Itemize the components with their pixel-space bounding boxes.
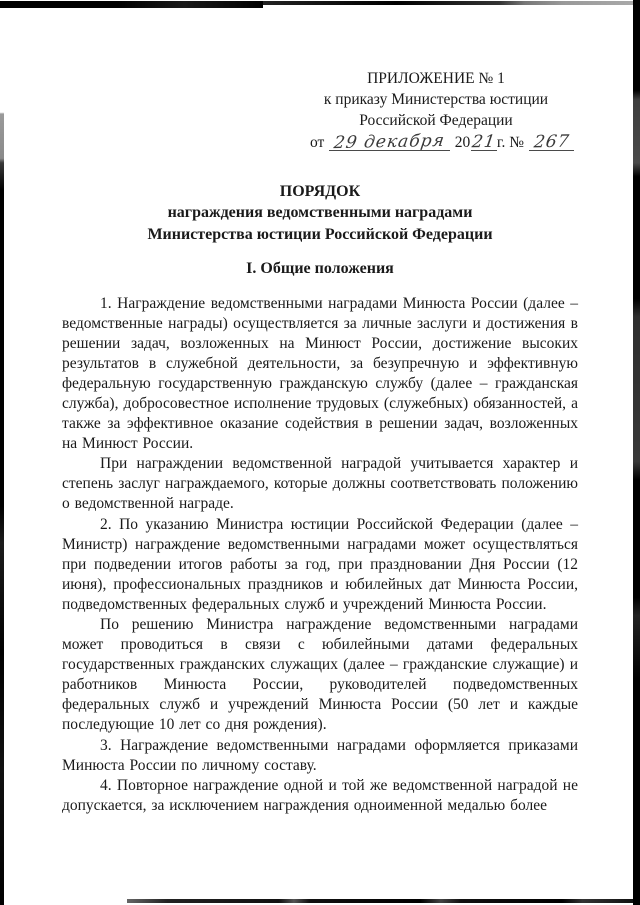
appendix-reference-line-1: к приказу Министерства юстиции — [323, 91, 549, 108]
appendix-number-line: ПРИЛОЖЕНИЕ № 1 — [367, 70, 505, 87]
date-prefix: от — [310, 133, 325, 151]
order-date-line — [310, 130, 571, 153]
appendix-header — [310, 68, 571, 153]
paragraph-3: 3. Награждение ведомственными наградами оформляется приказами Минюста России по личному составу. — [62, 736, 578, 774]
document-body — [62, 294, 578, 816]
paragraph-4: 4. Повторное награждение одной и той же ведомственной наградой не допускается, за исключением награждения одноименной медалью более — [62, 776, 578, 814]
section-heading: I. Общие положения — [246, 260, 394, 277]
scan-artifact-right-edge — [633, 0, 640, 905]
year-suffix: г. № — [496, 133, 525, 151]
handwritten-date-field — [329, 130, 450, 153]
appendix-reference-line-2: Российской Федерации — [359, 112, 513, 129]
handwritten-year-field — [470, 131, 498, 152]
year-printed: 20 — [454, 133, 471, 151]
handwritten-date: 29 декабря — [332, 130, 447, 153]
paragraph-1: 1. Награждение ведомственными наградами Минюста России (далее – ведомственные награды) осуществляется за личные заслуги и достижения в решении задач, возложенных на Минюст России, достижение высоких результатов в служебной деятельности, за безупречную и эффективную федеральную государственную гражданскую службу (далее – гражданская служба), добросовестное исполнение трудовых (служебных) обязанностей, а также за эффективное оказание содействия в решении задач, возложенных на Минюст России. — [62, 294, 578, 453]
document-content — [62, 181, 578, 816]
handwritten-number-field — [529, 131, 574, 152]
title-line-1: ПОРЯДОК — [279, 182, 361, 200]
title-line-2: награждения ведомственными наградами — [167, 204, 473, 221]
paragraph-2: 2. По указанию Министра юстиции Российской Федерации (далее – Министр) награждение ведомственными наградами может осуществляться при подведении итогов работы за год, при праздновании Дня России (12 июня), профессиональных праздников и юбилейных дат Минюста России, подведомственных федеральных служб и учреждений Минюста России. — [62, 515, 578, 613]
title-line-3: Министерства юстиции Российской Федерации — [147, 225, 493, 243]
document-title — [62, 181, 578, 246]
handwritten-order-number: 267 — [532, 131, 571, 152]
scan-artifact-bottom-line — [127, 899, 633, 903]
paragraph-2-continuation: По решению Министра награждение ведомственными наградами может проводиться в связи с юбилейными датами федеральных государственных гражданских служащих (далее – гражданские служащие) и работников Минюста России, руководителей подведомственных федеральных служб и учреждений Минюста России (50 лет и каждые последующие 10 лет со дня рождения). — [62, 616, 578, 734]
scan-artifact-top-line — [0, 1, 640, 5]
handwritten-year: 21 — [470, 131, 498, 152]
scan-artifact-left-edge — [0, 0, 4, 905]
scan-artifact-top-left-bar — [0, 1, 263, 8]
paragraph-1-continuation: При награждении ведомственной наградой учитывается характер и степень заслуг награждаемого, которые должны соответствовать положению о ведомственной награде. — [62, 455, 578, 513]
